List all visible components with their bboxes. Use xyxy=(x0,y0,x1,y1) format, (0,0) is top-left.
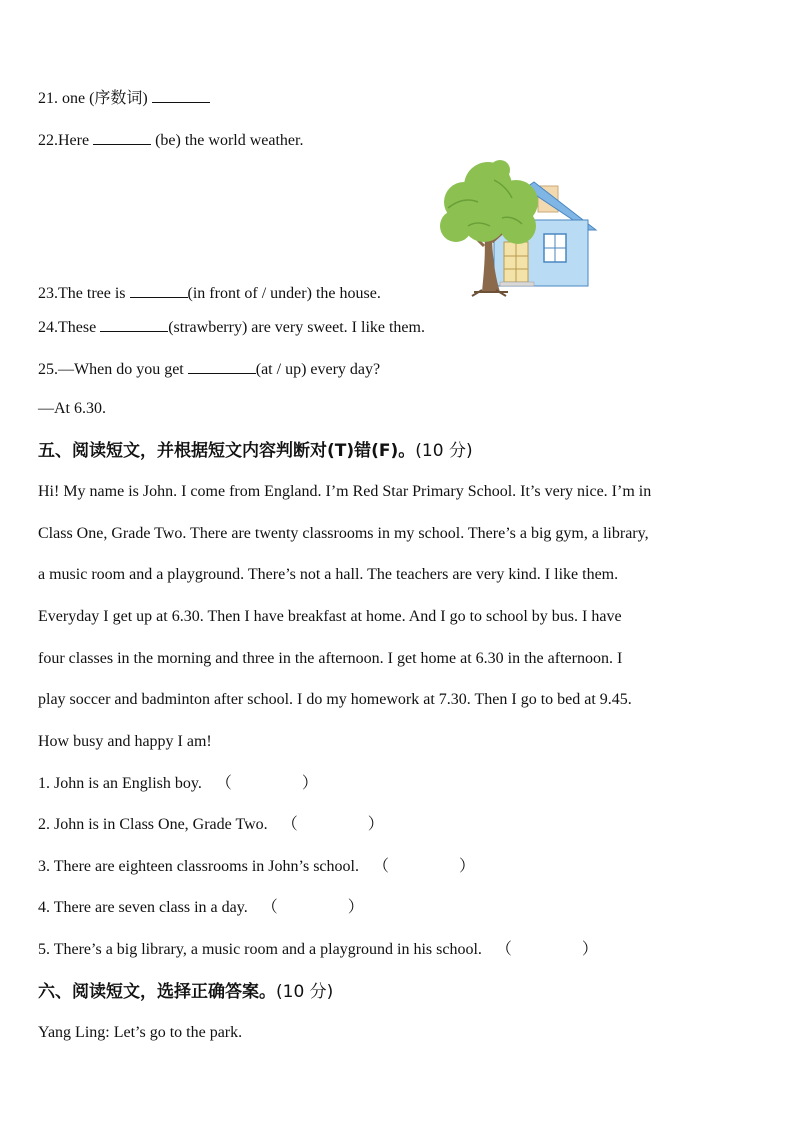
tree-house-illustration xyxy=(438,160,598,298)
passage-line: Class One, Grade Two. There are twenty classrooms in my school. There’s a big gym, a library, xyxy=(38,525,649,542)
statement-text: 1. John is an English boy. xyxy=(38,775,202,792)
question-24 xyxy=(38,316,425,338)
tf-statement-2 xyxy=(38,815,384,835)
tf-statement-5 xyxy=(38,940,598,960)
question-25-answer: —At 6.30. xyxy=(38,400,106,417)
section-6-heading xyxy=(38,981,333,1003)
answer-blank[interactable] xyxy=(100,316,168,332)
passage-line: a music room and a playground. There’s not a hall. The teachers are very kind. I like them. xyxy=(38,566,619,583)
statement-text: 5. There’s a big library, a music room and a playground in his school. xyxy=(38,941,482,958)
dialogue-line: Yang Ling: Let’s go to the park. xyxy=(38,1024,243,1041)
answer-paren[interactable]: （ ） xyxy=(495,941,598,958)
answer-blank[interactable] xyxy=(130,282,188,298)
statement-text: 4. There are seven class in a day. xyxy=(38,899,248,916)
statement-text: 3. There are eighteen classrooms in John’s school. xyxy=(38,858,359,875)
answer-blank[interactable] xyxy=(93,129,151,145)
answer-paren[interactable]: （ ） xyxy=(372,858,475,875)
statement-text: 2. John is in Class One, Grade Two. xyxy=(38,816,268,833)
section-title: 五、阅读短文，并根据短文内容判断对(T)错(F)。 xyxy=(38,441,416,461)
passage-line: four classes in the morning and three in the afternoon. I get home at 6.30 in the afternoon. I xyxy=(38,650,623,667)
passage-line: play soccer and badminton after school. I do my homework at 7.30. Then I go to bed at 9.45. xyxy=(38,691,632,708)
passage-line: How busy and happy I am! xyxy=(38,733,212,750)
question-text: (be) the world weather. xyxy=(151,132,304,149)
tf-statement-4 xyxy=(38,898,364,918)
question-text: These xyxy=(58,319,101,336)
question-23 xyxy=(38,282,381,304)
question-text: one (序数词) xyxy=(58,90,152,107)
tf-statement-3 xyxy=(38,857,475,877)
passage-line: Hi! My name is John. I come from England. I’m Red Star Primary School. It’s very nice. I’m in xyxy=(38,483,652,500)
question-text: (strawberry) are very sweet. I like them. xyxy=(168,319,425,336)
question-number: 25. xyxy=(38,361,58,378)
section-points: (10 分) xyxy=(415,441,473,461)
question-text: (at / up) every day? xyxy=(255,361,381,378)
answer-paren[interactable]: （ ） xyxy=(215,775,318,792)
question-22 xyxy=(38,129,303,151)
question-number: 21. xyxy=(38,90,58,107)
answer-paren[interactable]: （ ） xyxy=(281,816,384,833)
question-text: (in front of / under) the house. xyxy=(187,285,381,302)
answer-blank[interactable] xyxy=(152,87,210,103)
section-points: (10 分) xyxy=(276,982,334,1002)
question-text: —When do you get xyxy=(58,361,188,378)
question-number: 24. xyxy=(38,319,58,336)
question-21 xyxy=(38,87,210,109)
passage-line: Everyday I get up at 6.30. Then I have breakfast at home. And I go to school by bus. I have xyxy=(38,608,622,625)
tf-statement-1 xyxy=(38,774,318,794)
question-25 xyxy=(38,358,380,380)
answer-blank[interactable] xyxy=(188,358,256,374)
section-title: 六、阅读短文，选择正确答案。 xyxy=(38,982,276,1002)
question-number: 23. xyxy=(38,285,58,302)
question-text: The tree is xyxy=(58,285,130,302)
section-5-heading xyxy=(38,440,473,462)
question-text: Here xyxy=(58,132,94,149)
question-number: 22. xyxy=(38,132,58,149)
answer-paren[interactable]: （ ） xyxy=(261,899,364,916)
